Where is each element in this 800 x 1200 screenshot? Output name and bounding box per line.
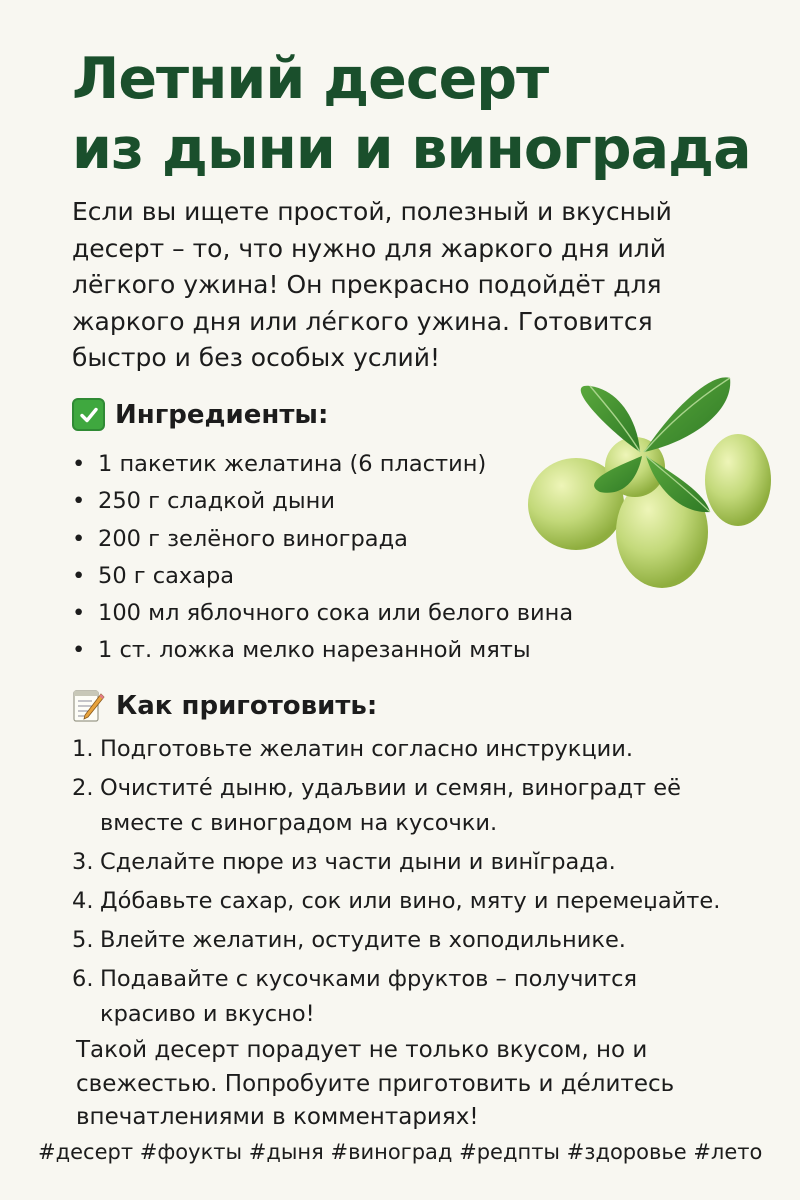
bullet: • [72, 525, 86, 552]
step-number: 6. [72, 966, 94, 992]
step-line: Очистите́ дыню, удаљвии и семян, виноградт её [100, 775, 681, 801]
step-number: 4. [72, 888, 94, 914]
steps-heading-label: Как приготовить: [116, 691, 378, 721]
step-item [72, 962, 720, 1032]
closing-paragraph [76, 1034, 674, 1135]
ingredient-text: 1 ст. ложка мелко нарезанной мяты [98, 637, 531, 664]
step-item [72, 923, 720, 958]
step-text [100, 923, 626, 958]
bullet: • [72, 562, 86, 589]
title-line-2: из дыни и винограда [72, 116, 751, 182]
step-line: Подготовьте желатин согласно инструкции. [100, 736, 634, 762]
steps-list [72, 732, 720, 1036]
bullet: • [72, 600, 86, 627]
step-number: 3. [72, 849, 94, 875]
ingredient-text: 1 пакетик желатина (6 пластин) [98, 451, 487, 477]
ingredient-text: 200 г зелёного винограда [98, 525, 408, 552]
list-item [72, 521, 573, 558]
ingredients-heading [72, 398, 328, 431]
step-text [100, 962, 637, 1032]
step-line: красиво и вкусно! [100, 1001, 315, 1027]
intro-line: быстро и без особых услий! [72, 343, 441, 372]
step-text [100, 845, 616, 880]
list-item [72, 446, 573, 483]
memo-icon [72, 688, 106, 724]
bullet: • [72, 637, 86, 664]
step-line: Подавайте с кусочками фруктов – получится [100, 966, 638, 992]
step-text [100, 771, 681, 841]
list-item [72, 558, 573, 595]
intro-paragraph [72, 194, 732, 377]
step-line: вместе с виноградом на кусочки. [100, 810, 498, 836]
bullet: • [72, 451, 86, 477]
hashtags: #десерт #фоукты #дыня #виноград #редпты #здоровье #лето [38, 1140, 763, 1164]
ingredient-text: 250 г сладкой дыни [98, 488, 335, 515]
intro-line: десерт – то, что нужно для жаркого дня илй [72, 233, 667, 263]
ingredients-list [72, 446, 573, 670]
page-title [72, 44, 772, 184]
outro-line: впечатлениями в комментариях! [76, 1104, 479, 1130]
step-number: 1. [72, 736, 94, 762]
outro-line: Такой десерт порадует не только вкусом, но и [76, 1037, 648, 1063]
intro-line: жаркого дня или лéгкого ужина. Готовится [72, 306, 653, 336]
step-item [72, 732, 720, 767]
outro-line: свежестью. Попробуите приготовить и дéлитесь [76, 1070, 675, 1097]
step-number: 5. [72, 927, 94, 953]
step-line: Влейте желатин, остудите в хоподильнике. [100, 927, 626, 953]
list-item [72, 483, 573, 520]
step-line: Сделайте пюре из части дыни и винĭграда. [100, 849, 616, 875]
step-line: Дóбавьте сахар, сок или вино, мяту и перемеџайте. [100, 888, 721, 914]
list-item [72, 595, 573, 632]
step-text [100, 732, 633, 767]
step-item [72, 845, 720, 880]
list-item [72, 632, 573, 669]
step-number: 2. [72, 775, 94, 801]
ingredients-heading-label: Ингредиенты: [115, 399, 329, 430]
ingredient-text: 100 мл яблочного сока или белого вина [98, 600, 574, 627]
step-text [100, 884, 720, 919]
intro-line: лёгкого ужина! Он прекрасно подойдёт для [72, 270, 662, 299]
bullet: • [72, 488, 86, 515]
steps-heading [72, 688, 377, 724]
check-mark-button-icon [72, 398, 105, 431]
title-line-1: Летний десерт [72, 46, 549, 112]
step-item [72, 771, 720, 841]
intro-line: Если вы ищете простой, полезный и вкусный [72, 197, 672, 226]
step-item [72, 884, 720, 919]
ingredient-text: 50 г сахара [98, 562, 235, 589]
